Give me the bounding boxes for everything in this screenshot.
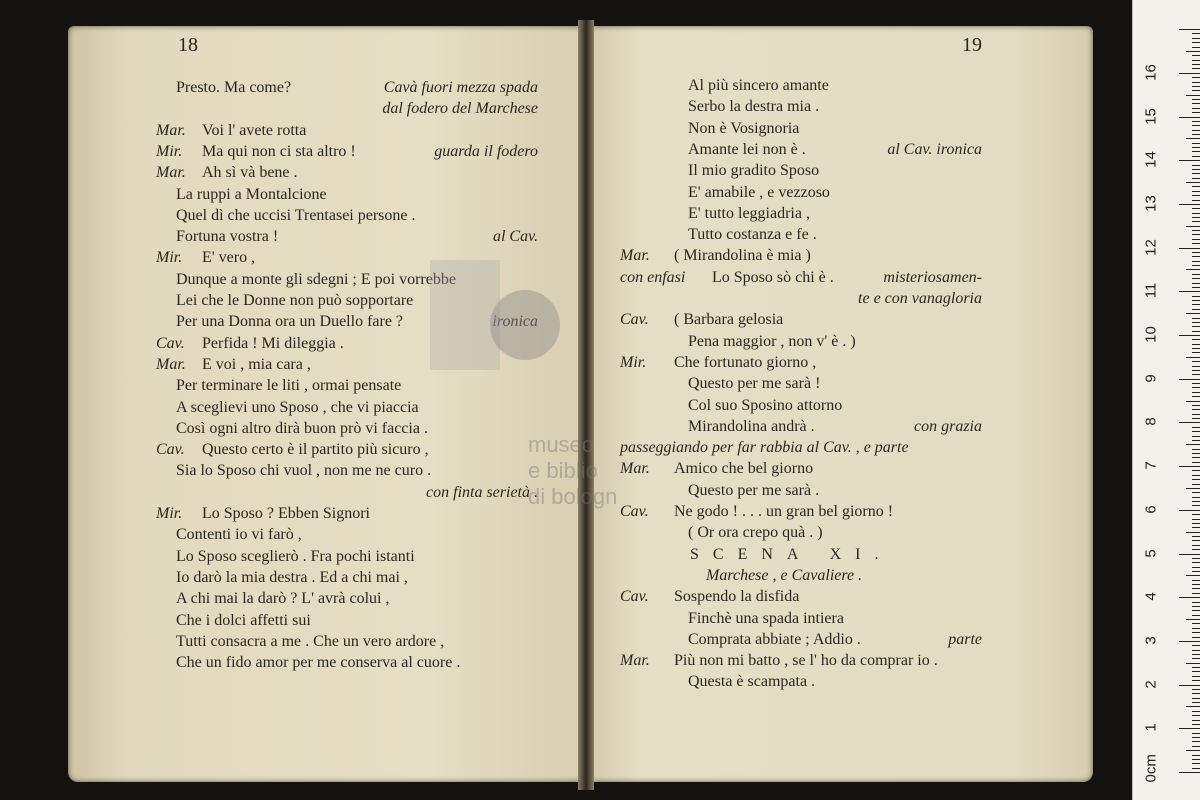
ruler-number: 2 xyxy=(1142,679,1160,689)
verse-line: A sceglievi uno Sposo , che vi piaccia xyxy=(176,398,419,416)
ruler-tick xyxy=(1192,427,1200,428)
ruler-tick xyxy=(1192,470,1200,471)
ruler-tick xyxy=(1192,304,1200,305)
scale-ruler xyxy=(1132,0,1200,800)
verse-line: Ah sì và bene . xyxy=(202,164,298,182)
ruler-tick xyxy=(1192,287,1200,288)
ruler-number: 14 xyxy=(1142,151,1160,169)
ruler-tick xyxy=(1192,82,1200,83)
ruler-tick xyxy=(1192,588,1200,589)
ruler-tick xyxy=(1192,252,1200,253)
ruler-tick xyxy=(1192,414,1200,415)
ruler-tick xyxy=(1192,352,1200,353)
ruler-tick xyxy=(1192,191,1200,192)
ruler-tick xyxy=(1192,265,1200,266)
ruler-tick xyxy=(1192,558,1200,559)
ruler-tick xyxy=(1192,615,1200,616)
speaker-label: Mir. xyxy=(156,505,183,522)
scene-heading: SCENA XI. xyxy=(690,545,893,563)
verse-line: Col suo Sposino attorno xyxy=(688,396,843,414)
ruler-number: 13 xyxy=(1142,195,1160,212)
ruler-tick xyxy=(1192,130,1200,131)
verse-line: Che un fido amor per me conserva al cuore . xyxy=(176,654,461,672)
ruler-tick xyxy=(1192,567,1200,568)
stage-direction: misteriosamen- xyxy=(883,268,982,286)
stage-direction: dal fodero del Marchese xyxy=(382,100,538,118)
ruler-tick xyxy=(1186,488,1200,489)
ruler-tick xyxy=(1192,436,1200,437)
ruler-tick xyxy=(1186,532,1200,533)
speaker-label: Mir. xyxy=(620,353,647,371)
ruler-tick xyxy=(1192,457,1200,458)
ruler-tick xyxy=(1192,693,1200,694)
ruler-tick xyxy=(1192,125,1200,126)
ruler-tick xyxy=(1186,706,1200,707)
ruler-number: 3 xyxy=(1142,636,1160,645)
ruler-tick xyxy=(1192,759,1200,760)
ruler-tick xyxy=(1192,763,1200,764)
ruler-number: 10 xyxy=(1142,326,1160,343)
ruler-tick xyxy=(1192,173,1200,174)
ruler-tick xyxy=(1192,440,1200,441)
ruler-tick xyxy=(1192,296,1200,297)
verse-line: Mirandolina andrà . xyxy=(688,417,815,435)
ruler-tick xyxy=(1192,147,1200,148)
ruler-tick xyxy=(1192,278,1200,279)
verse-line: Finchè una spada intiera xyxy=(688,609,844,627)
speaker-label: Mar. xyxy=(620,247,650,265)
ruler-tick xyxy=(1192,103,1200,104)
ruler-tick xyxy=(1192,650,1200,651)
ruler-tick xyxy=(1192,208,1200,209)
ruler-tick xyxy=(1192,221,1200,222)
stage-direction: al Cav. ironica xyxy=(887,140,982,158)
verse-line: Dunque a monte gli sdegni ; E poi vorrebbe xyxy=(176,270,456,288)
ruler-tick xyxy=(1192,387,1200,388)
ruler-number: 15 xyxy=(1142,107,1160,125)
verse-line: Così ogni altro dirà buon prò vi faccia . xyxy=(176,419,428,437)
verse-line: Lo Sposo sceglierò . Fra pochi istanti xyxy=(176,547,415,565)
ruler-tick xyxy=(1192,680,1200,681)
ruler-tick xyxy=(1192,195,1200,196)
verse-line: Al più sincero amante xyxy=(688,77,829,94)
speaker-label: Mir. xyxy=(156,142,183,160)
verse-line: Non è Vosignoria xyxy=(688,119,800,137)
ruler-tick xyxy=(1192,676,1200,677)
ruler-tick xyxy=(1192,623,1200,624)
ruler-tick xyxy=(1192,711,1200,712)
ruler-tick xyxy=(1192,42,1200,43)
ruler-tick xyxy=(1192,632,1200,633)
ruler-tick xyxy=(1179,204,1200,205)
ruler-tick xyxy=(1192,479,1200,480)
ruler-tick xyxy=(1192,339,1200,340)
left-page-number: 18 xyxy=(178,34,198,56)
ruler-tick xyxy=(1192,283,1200,284)
ruler-tick xyxy=(1192,580,1200,581)
ruler-tick xyxy=(1192,143,1200,144)
stage-direction: ironica xyxy=(492,313,538,331)
ruler-tick xyxy=(1192,610,1200,611)
stage-direction: con finta serietà . xyxy=(426,483,538,501)
verse-line: Amante lei non è . xyxy=(688,140,806,158)
verse-line: Questo per me sarà ! xyxy=(688,375,821,393)
watermark-line: e biblio xyxy=(528,458,598,483)
ruler-tick xyxy=(1192,453,1200,454)
ruler-tick xyxy=(1192,90,1200,91)
watermark-line: di bologn xyxy=(528,484,618,509)
ruler-tick xyxy=(1192,68,1200,69)
ruler-tick xyxy=(1192,344,1200,345)
ruler-tick xyxy=(1192,200,1200,201)
verse-line: Amico che bel giorno xyxy=(674,460,814,478)
verse-line: Quel dì che uccisi Trentasei persone . xyxy=(176,206,416,224)
ruler-tick xyxy=(1192,715,1200,716)
verse-line: Questa è scampata . xyxy=(688,673,816,691)
book-gutter xyxy=(578,20,594,790)
ruler-tick xyxy=(1192,519,1200,520)
ruler-tick xyxy=(1179,422,1200,423)
ruler-tick xyxy=(1192,326,1200,327)
speaker-label: Cav. xyxy=(620,311,649,329)
ruler-tick xyxy=(1186,138,1200,139)
ruler-tick xyxy=(1192,392,1200,393)
ruler-tick xyxy=(1192,501,1200,502)
verse-line: Per terminare le liti , ormai pensate xyxy=(176,377,402,395)
verse-line: Fortuna vostra ! xyxy=(176,228,279,246)
ruler-tick xyxy=(1179,29,1200,30)
verse-line: A chi mai la darò ? L' avrà colui , xyxy=(176,590,390,608)
ruler-tick xyxy=(1186,750,1200,751)
ruler-tick xyxy=(1179,160,1200,161)
verse-line: Ma qui non ci sta altro ! xyxy=(202,142,356,160)
ruler-tick xyxy=(1192,733,1200,734)
ruler-number: 8 xyxy=(1142,417,1160,427)
ruler-tick xyxy=(1192,108,1200,109)
verse-line: Pena maggior , non v' è . ) xyxy=(688,332,856,350)
ruler-tick xyxy=(1192,593,1200,594)
verse-line: Questo per me sarà . xyxy=(688,481,820,499)
ruler-tick xyxy=(1186,401,1200,402)
ruler-tick xyxy=(1192,527,1200,528)
verse-line: E voi , mia cara , xyxy=(202,355,311,373)
verse-line: Tutto costanza e fe . xyxy=(688,226,817,244)
verse-line: Contenti io vi farò , xyxy=(176,526,302,544)
ruler-tick xyxy=(1192,462,1200,463)
ruler-tick xyxy=(1192,514,1200,515)
ruler-tick xyxy=(1179,685,1200,686)
ruler-tick xyxy=(1192,671,1200,672)
ruler-tick xyxy=(1192,77,1200,78)
ruler-tick xyxy=(1192,654,1200,655)
verse-line: E' vero , xyxy=(202,249,256,267)
ruler-tick xyxy=(1179,728,1200,729)
ruler-tick xyxy=(1192,637,1200,638)
ruler-number: 5 xyxy=(1142,548,1160,558)
ruler-tick xyxy=(1192,331,1200,332)
stage-direction: guarda il fodero xyxy=(434,142,538,160)
ruler-tick xyxy=(1192,484,1200,485)
ruler-tick xyxy=(1192,667,1200,668)
ruler-number: 1 xyxy=(1142,723,1160,732)
ruler-tick xyxy=(1192,38,1200,39)
ruler-tick xyxy=(1192,449,1200,450)
ruler-tick xyxy=(1186,575,1200,576)
verse-line: ( Barbara gelosia xyxy=(674,311,784,329)
ruler-tick xyxy=(1179,379,1200,380)
ruler-tick xyxy=(1192,64,1200,65)
ruler-tick xyxy=(1192,698,1200,699)
ruler-tick xyxy=(1192,409,1200,410)
ruler-tick xyxy=(1192,213,1200,214)
ruler-tick xyxy=(1192,169,1200,170)
ruler-tick xyxy=(1192,165,1200,166)
verse-line: Voi l' avete rotta xyxy=(202,121,307,139)
verse-line: Lo Sposo sò chi è . xyxy=(712,268,834,286)
verse-line: Perfida ! Mi dileggia . xyxy=(202,334,344,352)
ruler-tick xyxy=(1192,606,1200,607)
ruler-tick xyxy=(1179,641,1200,642)
ruler-tick xyxy=(1192,475,1200,476)
verse-line: Ne godo ! . . . un gran bel giorno ! xyxy=(674,503,894,520)
ruler-tick xyxy=(1192,318,1200,319)
ruler-tick xyxy=(1192,523,1200,524)
scene-characters: Marchese , e Cavaliere . xyxy=(706,566,863,584)
ruler-tick xyxy=(1179,510,1200,511)
ruler-tick xyxy=(1179,117,1200,118)
ruler-tick xyxy=(1192,492,1200,493)
ruler-tick xyxy=(1192,243,1200,244)
ruler-tick xyxy=(1192,768,1200,769)
ruler-tick xyxy=(1192,746,1200,747)
ruler-tick xyxy=(1192,720,1200,721)
speaker-label: Mar. xyxy=(620,652,650,670)
ruler-tick xyxy=(1192,755,1200,756)
stage-direction: parte xyxy=(948,630,982,648)
ruler-tick xyxy=(1192,702,1200,703)
ruler-tick xyxy=(1192,549,1200,550)
ruler-tick xyxy=(1192,737,1200,738)
ruler-tick xyxy=(1192,217,1200,218)
verse-line: Comprata abbiate ; Addio . xyxy=(688,630,861,648)
ruler-tick xyxy=(1192,361,1200,362)
ruler-tick xyxy=(1192,724,1200,725)
speaker-label: Mar. xyxy=(156,164,186,182)
ruler-tick xyxy=(1192,628,1200,629)
ruler-tick xyxy=(1192,536,1200,537)
verse-line: ( Mirandolina è mia ) xyxy=(674,247,811,265)
ruler-tick xyxy=(1192,156,1200,157)
ruler-tick xyxy=(1179,335,1200,336)
ruler-tick xyxy=(1192,584,1200,585)
ruler-number: 6 xyxy=(1142,505,1160,514)
ruler-tick xyxy=(1186,357,1200,358)
speaker-label: Cav. xyxy=(156,334,185,352)
ruler-tick xyxy=(1179,73,1200,74)
ruler-tick xyxy=(1179,466,1200,467)
ruler-tick xyxy=(1179,597,1200,598)
ruler-tick xyxy=(1192,562,1200,563)
ruler-tick xyxy=(1192,396,1200,397)
ruler-tick xyxy=(1192,178,1200,179)
speaker-label: Cav. xyxy=(620,503,649,520)
ruler-tick xyxy=(1192,545,1200,546)
ruler-unit: 0cm xyxy=(1142,754,1160,783)
verse-line: Tutti consacra a me . Che un vero ardore , xyxy=(176,632,445,650)
ruler-tick xyxy=(1179,772,1200,773)
watermark-line: museo xyxy=(528,432,595,457)
ruler-tick xyxy=(1192,497,1200,498)
ruler-tick xyxy=(1192,309,1200,310)
verse-line: ( Or ora crepo quà . ) xyxy=(688,524,823,542)
verse-line: Che i dolci affetti sui xyxy=(176,611,311,629)
right-page-number: 19 xyxy=(962,34,982,56)
ruler-number: 9 xyxy=(1142,374,1160,383)
ruler-tick xyxy=(1192,689,1200,690)
ruler-tick xyxy=(1192,383,1200,384)
ruler-tick xyxy=(1192,86,1200,87)
ruler-tick xyxy=(1192,602,1200,603)
ruler-tick xyxy=(1192,234,1200,235)
ruler-tick xyxy=(1186,226,1200,227)
ruler-tick xyxy=(1186,313,1200,314)
verse-line: Questo certo è il partito più sicuro , xyxy=(202,441,429,459)
ruler-tick xyxy=(1192,571,1200,572)
verse-line: Lo Sposo ? Ebben Signori xyxy=(202,505,370,522)
ruler-tick xyxy=(1192,239,1200,240)
verse-line: Serbo la destra mia . xyxy=(688,98,820,116)
verse-line: Io darò la mia destra . Ed a chi mai , xyxy=(176,568,408,586)
ruler-tick xyxy=(1186,182,1200,183)
ruler-tick xyxy=(1192,658,1200,659)
speaker-label: Mir. xyxy=(156,249,183,267)
ruler-tick xyxy=(1192,418,1200,419)
verse-line: La ruppi a Montalcione xyxy=(176,185,327,203)
ruler-tick xyxy=(1186,663,1200,664)
ruler-tick xyxy=(1192,322,1200,323)
ruler-tick xyxy=(1192,405,1200,406)
ruler-tick xyxy=(1192,741,1200,742)
ruler-tick xyxy=(1192,151,1200,152)
verse-line: E' amabile , e vezzoso xyxy=(688,183,830,201)
ruler-tick xyxy=(1192,112,1200,113)
ruler-number: 4 xyxy=(1142,592,1160,601)
ruler-tick xyxy=(1192,540,1200,541)
speaker-label: Cav. xyxy=(620,588,649,606)
ruler-tick xyxy=(1186,51,1200,52)
ruler-tick xyxy=(1192,374,1200,375)
verse-line: Più non mi batto , se l' ho da comprar io . xyxy=(674,652,938,670)
verse-line: Sospendo la disfida xyxy=(674,588,800,606)
verse-line: Sia lo Sposo chi vuol , non me ne curo . xyxy=(176,462,432,480)
ruler-tick xyxy=(1192,366,1200,367)
speaker-label: Mar. xyxy=(156,121,186,139)
verse-line: Il mio gradito Sposo xyxy=(688,162,820,180)
ruler-number: 16 xyxy=(1142,63,1160,81)
verse-line: Lei che le Donne non può sopportare xyxy=(176,292,414,309)
ruler-tick xyxy=(1192,645,1200,646)
speaker-label: con enfasi xyxy=(620,268,686,286)
ruler-tick xyxy=(1192,33,1200,34)
ruler-tick xyxy=(1192,256,1200,257)
ruler-tick xyxy=(1186,95,1200,96)
verse-line: Per una Donna ora un Duello fare ? xyxy=(176,313,404,331)
verse-line: E' tutto leggiadria , xyxy=(688,204,810,222)
ruler-number: 12 xyxy=(1142,238,1160,256)
ruler-tick xyxy=(1192,274,1200,275)
ruler-tick xyxy=(1192,121,1200,122)
speaker-label: Cav. xyxy=(156,441,185,459)
ruler-tick xyxy=(1192,431,1200,432)
ruler-tick xyxy=(1192,55,1200,56)
stage-direction: al Cav. xyxy=(492,228,538,246)
verse-line: Che fortunato giorno , xyxy=(674,353,817,371)
ruler-tick xyxy=(1192,370,1200,371)
speaker-label: Mar. xyxy=(620,460,650,478)
speaker-label: passeggiando per far rabbia al Cav. , e parte xyxy=(620,439,909,457)
ruler-tick xyxy=(1186,269,1200,270)
ruler-tick xyxy=(1186,444,1200,445)
ruler-tick xyxy=(1186,619,1200,620)
ruler-tick xyxy=(1192,230,1200,231)
ruler-tick xyxy=(1179,554,1200,555)
ruler-tick xyxy=(1192,300,1200,301)
ruler-tick xyxy=(1192,186,1200,187)
ruler-tick xyxy=(1192,505,1200,506)
ruler-number: 11 xyxy=(1142,283,1160,299)
stage-direction: con grazia xyxy=(914,417,982,435)
ruler-tick xyxy=(1192,47,1200,48)
ruler-tick xyxy=(1192,60,1200,61)
ruler-tick xyxy=(1192,134,1200,135)
ruler-tick xyxy=(1192,99,1200,100)
verse-line: Presto. Ma come? xyxy=(176,79,292,96)
stage-direction: Cavà fuori mezza spada xyxy=(383,79,538,96)
ruler-tick xyxy=(1192,261,1200,262)
ruler-tick xyxy=(1179,248,1200,249)
ruler-number: 7 xyxy=(1142,461,1160,470)
speaker-label: Mar. xyxy=(156,355,186,373)
ruler-tick xyxy=(1192,348,1200,349)
ruler-tick xyxy=(1179,291,1200,292)
stage-direction: te e con vanagloria xyxy=(858,290,982,307)
